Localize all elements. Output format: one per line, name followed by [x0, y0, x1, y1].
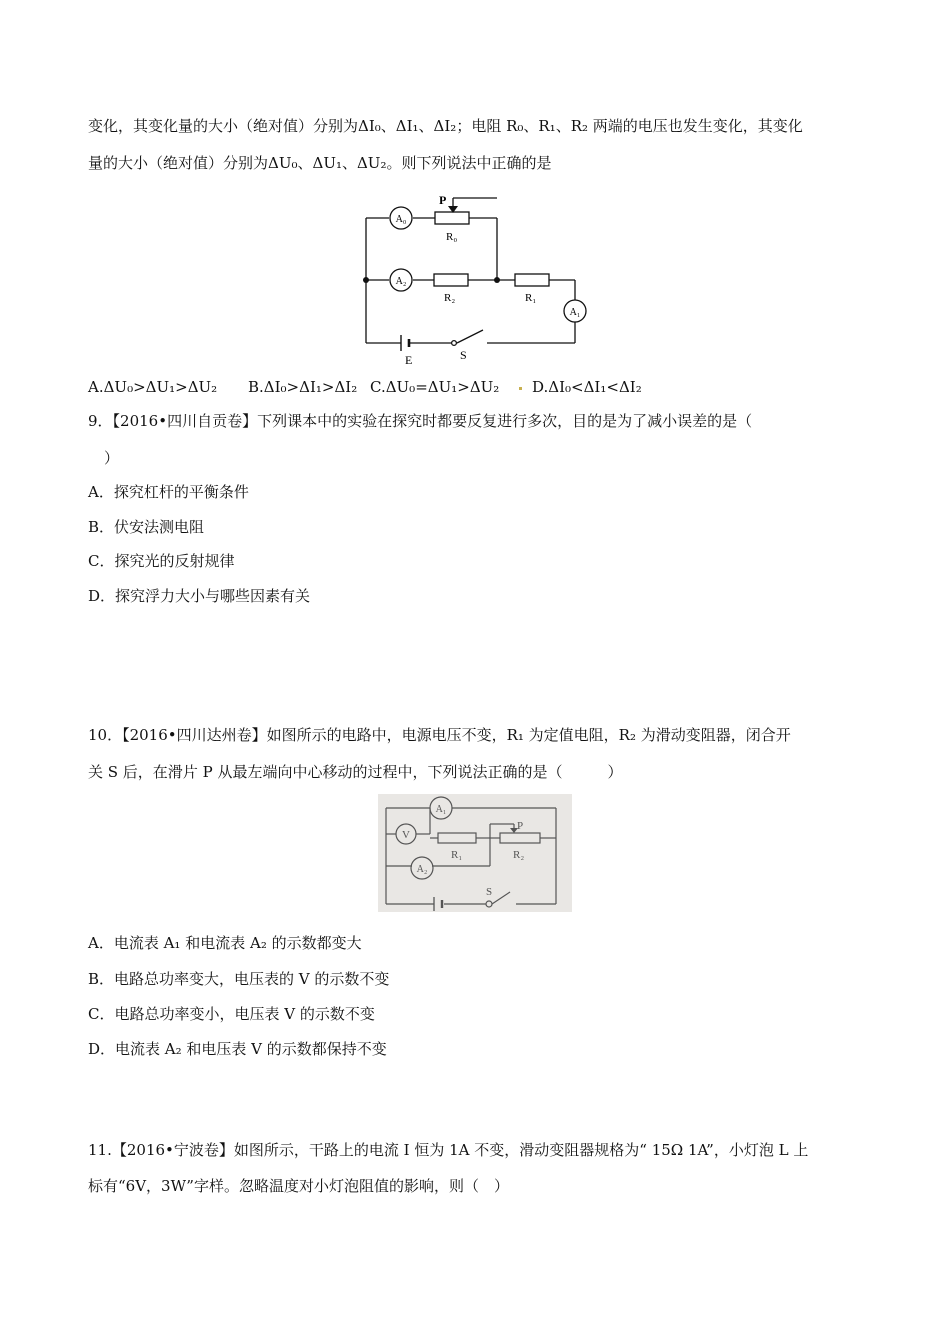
a1-label: A₁: [569, 307, 581, 318]
a1-label-q10: A₁: [435, 804, 447, 815]
q9-option-d[interactable]: D．探究浮力大小与哪些因素有关: [88, 587, 311, 605]
q10-option-b[interactable]: B．电路总功率变大，电压表的 V 的示数不变: [88, 970, 390, 988]
a0-label: A₀: [395, 214, 407, 225]
p-label-q10: P: [517, 820, 524, 832]
r0-label: R₀: [446, 231, 458, 243]
q8-text-line-2: 量的大小（绝对值）分别为ΔU₀、ΔU₁、ΔU₂。则下列说法中正确的是: [88, 154, 552, 172]
q10-text-line-1: 10．【2016•四川达州卷】如图所示的电路中，电源电压不变，R₁ 为定值电阻，R₂ 为滑动变阻器，闭合开: [88, 726, 791, 744]
q9-option-a[interactable]: A．探究杠杆的平衡条件: [88, 483, 249, 501]
q9-text-line-1: 9．【2016•四川自贡卷】下列课本中的实验在探究时都要反复进行多次，目的是为了减小误差的是（: [88, 412, 753, 430]
s-label: S: [460, 348, 467, 362]
q9-option-c[interactable]: C．探究光的反射规律: [88, 552, 235, 570]
q8-option-a[interactable]: A.ΔU₀>ΔU₁>ΔU₂: [88, 378, 218, 396]
e-label: E: [405, 353, 413, 367]
q11-text-line-1: 11.【2016•宁波卷】如图所示，干路上的电流 I 恒为 1A 不变，滑动变阻器规格为“ 15Ω 1A”，小灯泡 L 上: [88, 1141, 809, 1159]
q9-option-b[interactable]: B．伏安法测电阻: [88, 518, 205, 536]
q11-text-line-2: 标有“6V，3W”字样。忽略温度对小灯泡阻值的影响，则（ ）: [88, 1177, 509, 1195]
q8-option-d[interactable]: D.ΔI₀<ΔI₁<ΔI₂: [532, 378, 642, 396]
q9-text-line-2: ）: [104, 449, 120, 467]
r2-label: R₂: [444, 292, 456, 304]
v-label: V: [402, 829, 410, 841]
r2-label-q10: R₂: [513, 849, 525, 861]
r1-label-q10: R₁: [451, 849, 463, 861]
q10-option-a[interactable]: A．电流表 A₁ 和电流表 A₂ 的示数都变大: [88, 934, 362, 952]
a2-label: A₂: [395, 276, 407, 287]
q10-option-c[interactable]: C．电路总功率变小，电压表 V 的示数不变: [88, 1005, 375, 1023]
q8-option-b[interactable]: B.ΔI₀>ΔI₁>ΔI₂: [248, 378, 358, 396]
q8-circuit-diagram: [355, 188, 600, 368]
p-label: P: [439, 193, 447, 207]
q10-circuit-photo: [378, 794, 572, 912]
q8-text-line-1: 变化，其变化量的大小（绝对值）分别为ΔI₀、ΔI₁、ΔI₂；电阻 R₀、R₁、R₂ 两端的电压也发生变化，其变化: [88, 117, 803, 135]
q8-option-c[interactable]: C.ΔU₀=ΔU₁>ΔU₂: [370, 378, 500, 396]
s-label-q10: S: [486, 886, 493, 898]
q10-text-line-2: 关 S 后，在滑片 P 从最左端向中心移动的过程中，下列说法正确的是（ ）: [88, 763, 623, 781]
r1-label: R₁: [525, 292, 537, 304]
q10-option-d[interactable]: D．电流表 A₂ 和电压表 V 的示数都保持不变: [88, 1040, 387, 1058]
stray-dot: [519, 387, 522, 390]
a2-label-q10: A₂: [416, 864, 428, 875]
